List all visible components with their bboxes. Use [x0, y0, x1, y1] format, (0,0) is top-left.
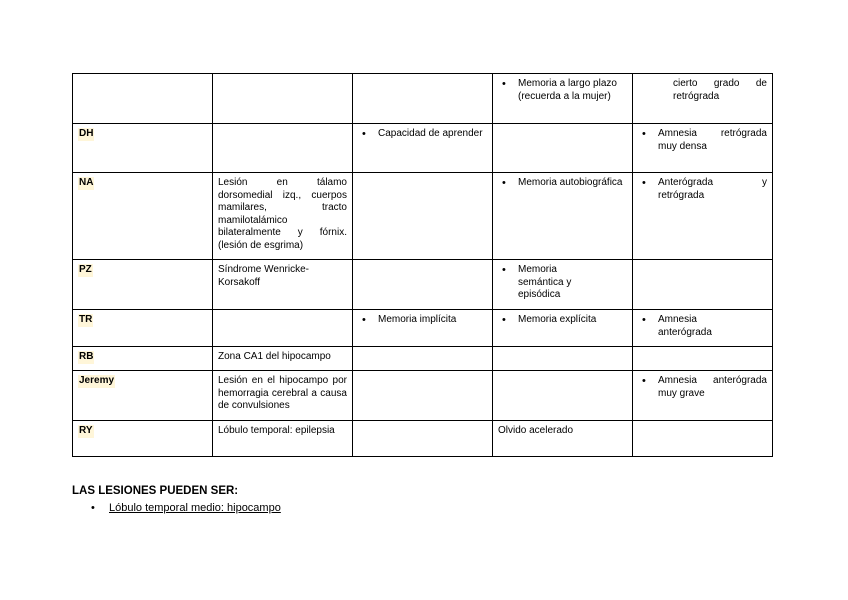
amnesia-cell: [633, 310, 773, 347]
table-row: [73, 173, 773, 260]
preserved-cell: [353, 173, 493, 260]
bullet-list: [638, 375, 767, 400]
bullet-list: [358, 314, 487, 327]
table-row: [73, 260, 773, 310]
patient-cell: [73, 260, 213, 310]
patient-name: RY: [79, 425, 93, 436]
patient-name: TR: [79, 314, 93, 325]
patient-cell: [73, 124, 213, 173]
bullet-list: [358, 128, 487, 141]
impaired-cell: [493, 371, 633, 421]
section-heading: LAS LESIONES PUEDEN SER:: [72, 485, 239, 497]
bullet-list: [498, 314, 627, 327]
table-row: [73, 310, 773, 347]
patient-name: NA: [79, 177, 94, 188]
impaired-cell: [493, 173, 633, 260]
amnesia-cell: [633, 173, 773, 260]
amnesia-cases-table: [72, 73, 773, 457]
patient-cell: [73, 347, 213, 371]
list-item: • Memoria autobiográfica: [518, 177, 627, 190]
impaired-cell: Olvido acelerado: [493, 421, 633, 457]
patient-name: PZ: [79, 264, 92, 275]
lesion-list-item: • Lóbulo temporal medio: hipocampo: [109, 502, 281, 514]
table-row: [73, 371, 773, 421]
amnesia-cell: [633, 347, 773, 371]
patient-cell: [73, 371, 213, 421]
lesion-cell: Síndrome Wenricke-Korsakoff: [213, 260, 353, 310]
bullet-list: [498, 177, 627, 190]
table-row: [73, 74, 773, 124]
list-item: • Amnesia retrógrada muy densa: [658, 128, 767, 153]
preserved-cell: [353, 124, 493, 173]
lesion-cell: [213, 74, 353, 124]
patient-name: RB: [79, 351, 94, 362]
preserved-cell: [353, 74, 493, 124]
preserved-cell: [353, 371, 493, 421]
lesion-cell: Lesión en tálamo dorsomedial izq., cuerpos mamilares, tracto mamilotalámico bilateralmente y fórnix. (lesión de esgrima): [213, 173, 353, 260]
table-row: [73, 124, 773, 173]
table-row: [73, 421, 773, 457]
list-item: • Amnesia anterógrada muy grave: [658, 375, 767, 400]
list-item: • Memoria explícita: [518, 314, 627, 327]
lesion-cell: Lóbulo temporal: epilepsia: [213, 421, 353, 457]
amnesia-cell: [633, 421, 773, 457]
impaired-cell: [493, 347, 633, 371]
impaired-cell: [493, 124, 633, 173]
list-item: • Memoria implícita: [378, 314, 487, 327]
list-item: • Anterógrada y retrógrada: [658, 177, 767, 202]
preserved-cell: [353, 260, 493, 310]
lesion-cell: [213, 310, 353, 347]
patient-cell: [73, 421, 213, 457]
amnesia-text: cierto grado de retrógrada: [673, 78, 767, 102]
lesion-cell: [213, 124, 353, 173]
impaired-cell: [493, 74, 633, 124]
patient-name: Jeremy: [79, 375, 115, 386]
list-item: • Memoria a largo plazo (recuerda a la mujer): [518, 78, 627, 103]
amnesia-cell: [633, 124, 773, 173]
table-row: [73, 347, 773, 371]
patient-name: DH: [79, 128, 94, 139]
lesion-cell: Zona CA1 del hipocampo: [213, 347, 353, 371]
bullet-list: [638, 128, 767, 153]
bullet-list: [498, 264, 627, 302]
bullet-list: [638, 177, 767, 202]
list-item: • Memoria semántica y episódica: [518, 264, 627, 302]
preserved-cell: [353, 421, 493, 457]
impaired-cell: [493, 260, 633, 310]
list-item: • Capacidad de aprender: [378, 128, 487, 141]
patient-cell: [73, 173, 213, 260]
impaired-cell: [493, 310, 633, 347]
lesion-list: [72, 502, 281, 514]
amnesia-cell: [633, 74, 773, 124]
preserved-cell: [353, 347, 493, 371]
preserved-cell: [353, 310, 493, 347]
patient-cell: [73, 310, 213, 347]
bullet-list: [638, 314, 767, 339]
amnesia-cell: [633, 260, 773, 310]
bullet-list: [498, 78, 627, 103]
patient-cell: [73, 74, 213, 124]
list-item: • Amnesia anterógrada: [658, 314, 767, 339]
lesion-cell: Lesión en el hipocampo por hemorragia cerebral a causa de convulsiones: [213, 371, 353, 421]
amnesia-cell: [633, 371, 773, 421]
